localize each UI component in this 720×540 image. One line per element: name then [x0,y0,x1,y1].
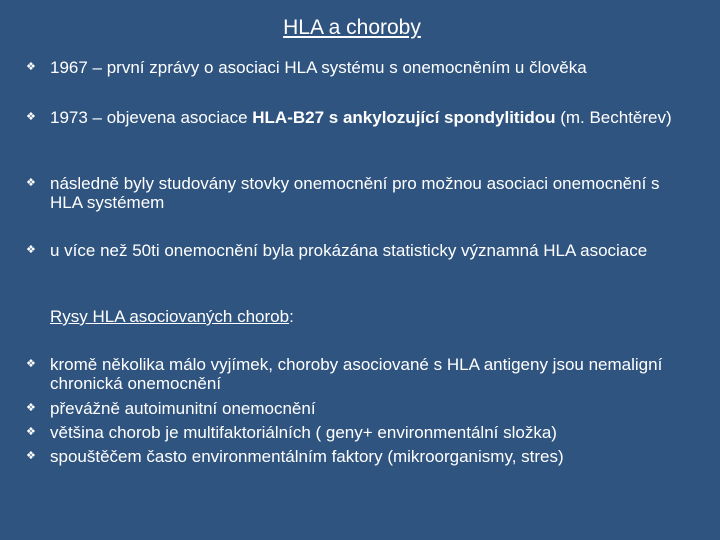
feature-item-text: kromě několika málo vyjímek, choroby asociované s HLA antigeny jsou nemaligní chronická onemocnění [50,355,663,393]
diamond-bullet-icon: ❖ [26,243,36,256]
list-item-text [50,108,696,127]
list-item [26,108,696,127]
list-item-text: 1967 – první zprávy o asociaci HLA systému s onemocněním u člověka [50,58,587,77]
diamond-bullet-icon: ❖ [26,110,36,123]
diamond-bullet-icon: ❖ [26,425,36,438]
diamond-bullet-icon: ❖ [26,449,36,462]
list-item-text-post: (m. Bechtěrev) [555,108,672,127]
list-item [26,174,696,212]
feature-item-text: většina chorob je multifaktoriálních ( geny+ environmentální složka) [50,423,557,442]
list-item [26,58,696,77]
diamond-bullet-icon: ❖ [26,357,36,370]
diamond-bullet-icon: ❖ [26,401,36,414]
feature-item [26,423,696,442]
list-item [26,241,696,260]
diamond-bullet-icon: ❖ [26,60,36,73]
list-item-text-bold: HLA-B27 s ankylozující spondylitidou [252,108,556,127]
feature-item [26,447,696,466]
feature-item [26,399,696,418]
subheading-text: Rysy HLA asociovaných chorob [50,307,290,326]
subheading-suffix: : [289,307,294,326]
feature-item [26,355,696,393]
feature-item-text: převážně autoimunitní onemocnění [50,399,316,418]
list-item-text: u více než 50ti onemocnění byla prokázána statisticky významná HLA asociace [50,241,648,260]
list-item-text: následně byly studovány stovky onemocnění pro možnou asociaci onemocnění s HLA systémem [50,174,660,212]
section-subheading [50,307,294,326]
diamond-bullet-icon: ❖ [26,176,36,189]
feature-item-text: spouštěčem často environmentálním faktory (mikroorganismy, stres) [50,447,564,466]
list-item-text-pre: 1973 – objevena asociace [50,108,253,127]
slide-title: HLA a choroby [283,16,421,39]
